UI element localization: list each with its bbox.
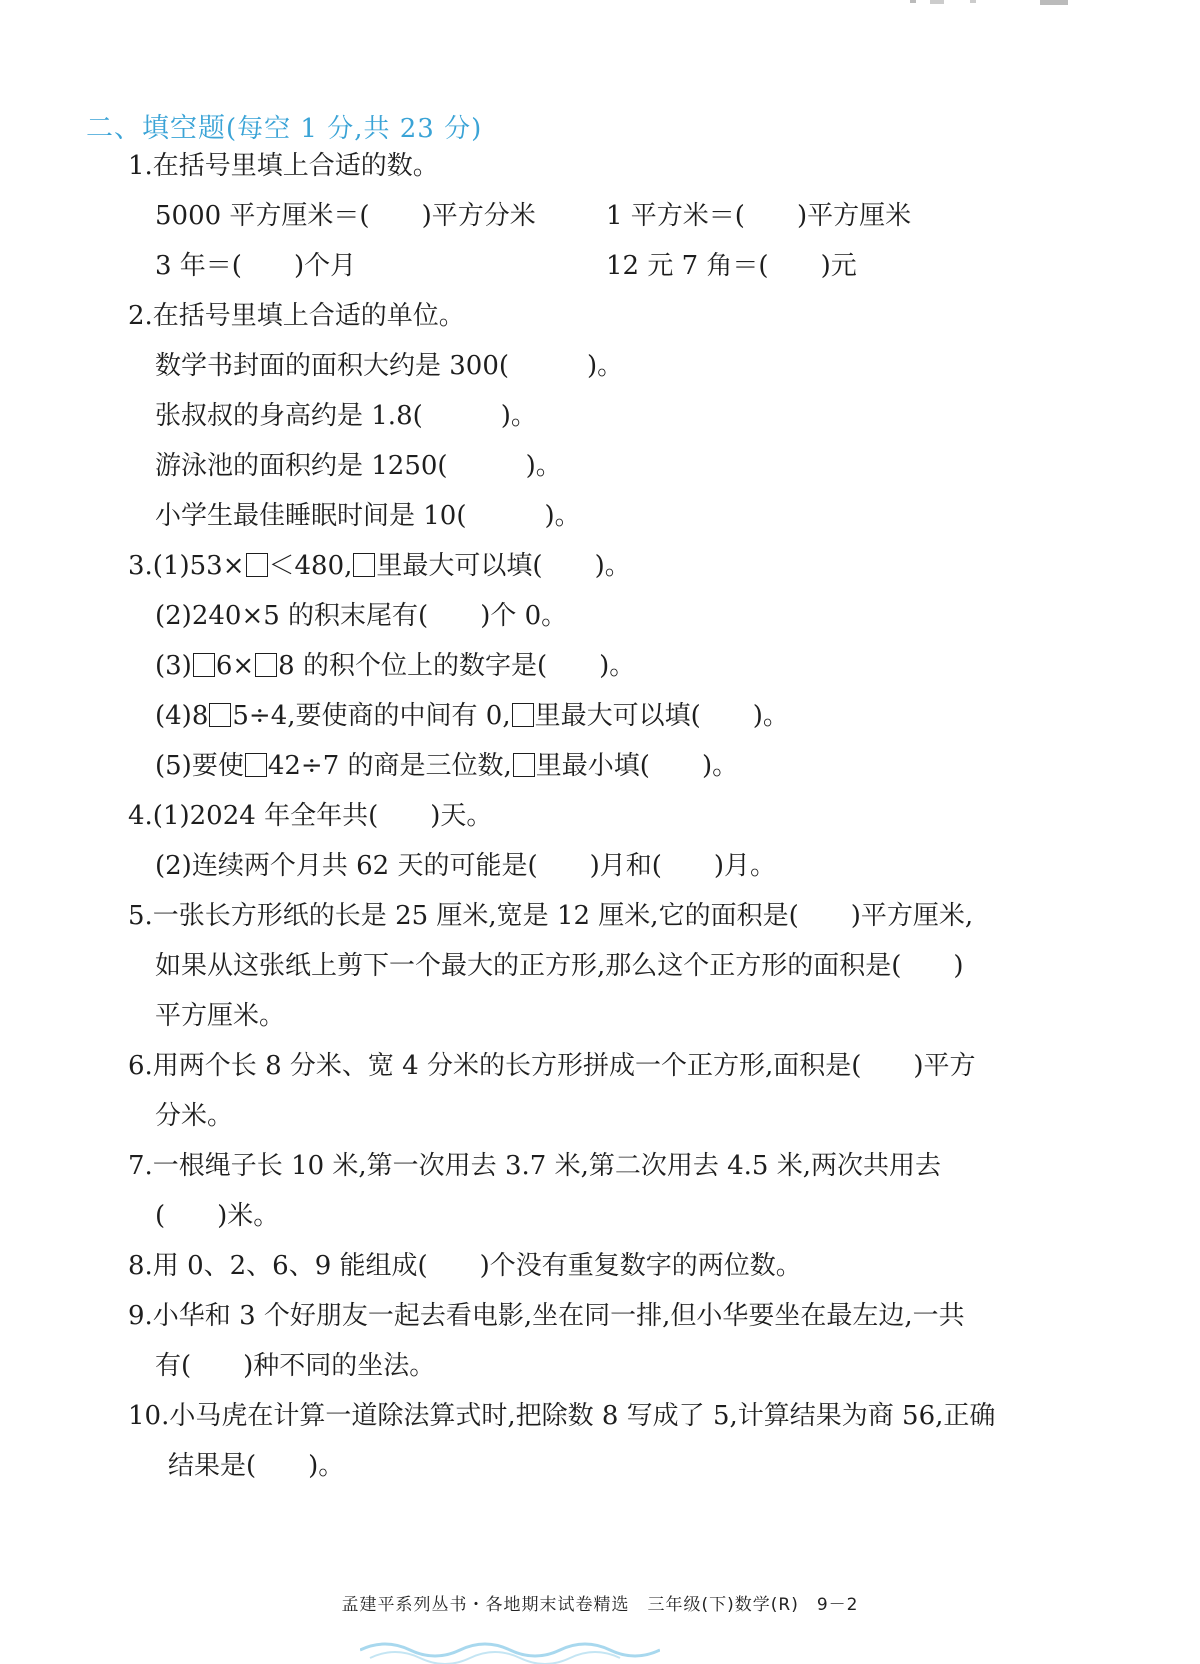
q3-p5-text-b: 42÷7 的商是三位数, xyxy=(267,751,512,781)
q3-p3-text-b: 6× xyxy=(215,651,255,681)
square-box-icon xyxy=(513,753,535,777)
question-6-line-1: 6.用两个长 8 分米、宽 4 分米的长方形拼成一个正方形,面积是( )平方 xyxy=(128,1051,976,1081)
square-box-icon xyxy=(353,553,375,577)
q3-p3-text-c: 8 的积个位上的数字是( )。 xyxy=(278,651,636,681)
question-3-part-5 xyxy=(155,748,738,784)
question-1-item-a: 5000 平方厘米＝( )平方分米 xyxy=(155,201,536,231)
q3-p5-text-a: (5)要使 xyxy=(155,751,244,781)
question-10-line-1: 10.小马虎在计算一道除法算式时,把除数 8 写成了 5,计算结果为商 56,正确 xyxy=(128,1401,996,1431)
question-1-item-c: 3 年＝( )个月 xyxy=(155,251,357,281)
question-7-line-1: 7.一根绳子长 10 米,第一次用去 3.7 米,第二次用去 4.5 米,两次共用去 xyxy=(128,1151,941,1181)
page-footer: 孟建平系列丛书・各地期末试卷精选 三年级(下)数学(R) 9－2 xyxy=(341,1595,859,1615)
section-title-note: (每空 1 分,共 23 分) xyxy=(226,114,483,144)
square-box-icon xyxy=(193,653,215,677)
q3-p4-text-b: 5÷4,要使商的中间有 0, xyxy=(232,701,511,731)
question-3-part-3 xyxy=(155,648,635,684)
question-4-part-2: (2)连续两个月共 62 天的可能是( )月和( )月。 xyxy=(155,851,777,881)
q3-p4-text-c: 里最大可以填( )。 xyxy=(534,701,789,731)
square-box-icon xyxy=(209,703,231,727)
section-title-text: 二、填空题 xyxy=(86,113,226,144)
question-2-item-b: 张叔叔的身高约是 1.8( )。 xyxy=(155,401,537,431)
q3-p1-text-c: 里最大可以填( )。 xyxy=(376,551,631,581)
square-box-icon xyxy=(246,553,268,577)
q3-p1-text-b: ＜480, xyxy=(268,551,353,581)
question-2-item-d: 小学生最佳睡眠时间是 10( )。 xyxy=(155,501,581,531)
question-5-line-2: 如果从这张纸上剪下一个最大的正方形,那么这个正方形的面积是( ) xyxy=(155,951,964,981)
square-box-icon xyxy=(255,653,277,677)
question-6-line-2: 分米。 xyxy=(155,1101,234,1131)
square-box-icon xyxy=(512,703,534,727)
question-2-item-c: 游泳池的面积约是 1250( )。 xyxy=(155,451,562,481)
question-2-stem: 2.在括号里填上合适的单位。 xyxy=(128,301,465,331)
question-5-line-1: 5.一张长方形纸的长是 25 厘米,宽是 12 厘米,它的面积是( )平方厘米, xyxy=(128,901,974,931)
scan-marks xyxy=(910,0,1130,8)
question-3-part-2: (2)240×5 的积末尾有( )个 0。 xyxy=(155,601,568,631)
question-1-item-d: 12 元 7 角＝( )元 xyxy=(606,251,857,281)
question-7-line-2: ( )米。 xyxy=(155,1201,280,1231)
question-1-item-b: 1 平方米＝( )平方厘米 xyxy=(606,201,912,231)
q3-p4-text-a: (4)8 xyxy=(155,701,209,731)
wave-decoration xyxy=(360,1630,660,1664)
question-9-line-1: 9.小华和 3 个好朋友一起去看电影,坐在同一排,但小华要坐在最左边,一共 xyxy=(128,1301,965,1331)
question-10-line-2: 结果是( )。 xyxy=(168,1451,345,1481)
question-3-part-4 xyxy=(155,698,789,734)
square-box-icon xyxy=(245,753,267,777)
q3-p3-text-a: (3) xyxy=(155,651,192,681)
q3-p5-text-c: 里最小填( )。 xyxy=(535,751,739,781)
question-4-part-1: 4.(1)2024 年全年共( )天。 xyxy=(128,801,493,831)
question-9-line-2: 有( )种不同的坐法。 xyxy=(155,1351,436,1381)
section-title xyxy=(86,106,482,145)
question-2-item-a: 数学书封面的面积大约是 300( )。 xyxy=(155,351,624,381)
q3-p1-text-a: 3.(1)53× xyxy=(128,551,245,581)
question-5-line-3: 平方厘米。 xyxy=(155,1001,286,1031)
question-8-line-1: 8.用 0、2、6、9 能组成( )个没有重复数字的两位数。 xyxy=(128,1251,802,1281)
question-1-stem: 1.在括号里填上合适的数。 xyxy=(128,151,439,181)
question-3-part-1 xyxy=(128,548,631,584)
